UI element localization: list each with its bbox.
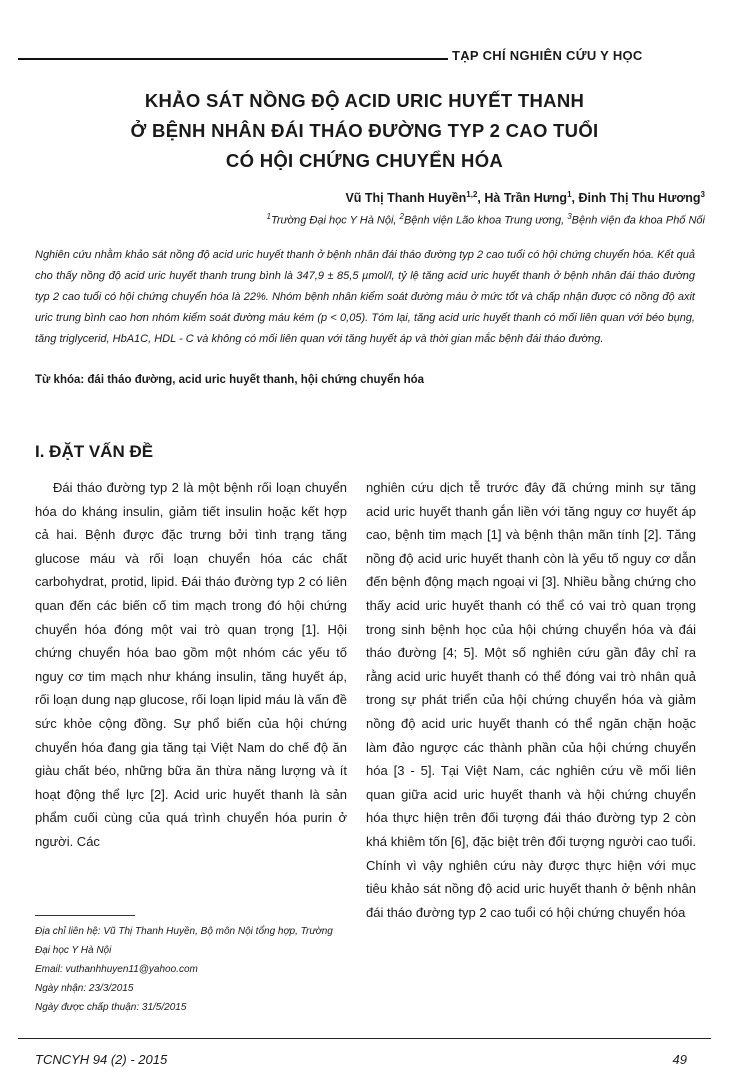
footnote-email: Email: vuthanhhuyen11@yahoo.com [35, 964, 198, 975]
header-rule [18, 58, 448, 60]
footnote-received: Ngày nhận: 23/3/2015 [35, 983, 134, 994]
title-line-2: Ở BỆNH NHÂN ĐÁI THÁO ĐƯỜNG TYP 2 CAO TUỔI [130, 120, 599, 141]
affil-mark: 3 [567, 212, 572, 221]
journal-name: TẠP CHÍ NGHIÊN CỨU Y HỌC [452, 48, 643, 63]
footer-rule [18, 1038, 711, 1039]
affiliations [267, 212, 706, 227]
affiliation: Bệnh viện Lão khoa Trung ương, [403, 214, 568, 227]
article-title [0, 86, 729, 176]
footnote-rule [35, 915, 135, 916]
affiliation: Trường Đại học Y Hà Nội, [270, 214, 400, 227]
footnote-accepted: Ngày được chấp thuận: 31/5/2015 [35, 1002, 187, 1013]
affil-mark: 1 [266, 212, 271, 221]
section-heading: I. ĐẶT VẤN ĐỀ [35, 442, 154, 461]
author-affil-mark: 1,2 [466, 190, 478, 199]
footer-citation: TCNCYH 94 (2) - 2015 [35, 1052, 168, 1067]
author-name: Hà Trần Hưng [484, 191, 568, 206]
title-line-3: CÓ HỘI CHỨNG CHUYỂN HÓA [225, 150, 504, 171]
author-affil-mark: 1 [567, 190, 572, 199]
footnote-contact: Địa chỉ liên hệ: Vũ Thị Thanh Huyền, Bộ môn Nội tổng hợp, Trường Đại học Y Hà Nội [35, 926, 333, 956]
body-column-left: Đái tháo đường typ 2 là một bệnh rối loạn chuyển hóa do kháng insulin, giảm tiết insulin hoặc kết hợp cả hai. Bệnh được đặc trưng bởi tình trạng tăng glucose máu và rối loạn chuyển hóa các chất carbohydrat, protid, lipid. Đái tháo đường typ 2 có liên quan đến các biến cố tim mạch trong đó hội chứng chuyển hóa đóng một vai trò quan trọng [1]. Hội chứng chuyển hóa bao gồm một nhóm các yếu tố nguy cơ tim mạch như kháng insulin, tăng huyết áp, rối loạn dung nạp glucose, rối loạn lipid máu là vấn đề sức khỏe cộng đồng. Sự phổ biến của hội chứng chuyển hóa đang gia tăng tại Việt Nam do chế độ ăn giàu chất béo, những bữa ăn thừa năng lượng và ít hoạt động thể lực [2]. Acid uric huyết thanh là sản phẩm cuối cùng của quá trình chuyển hóa purin ở người. Các [35, 480, 347, 849]
abstract: Nghiên cứu nhằm khảo sát nồng độ acid uric huyết thanh ở bệnh nhân đái tháo đường typ 2 cao tuổi có hội chứng chuyển hóa. Kết quả cho thấy nồng độ acid uric huyết thanh trung bình là 347,9 ± 85,5 µmol/l, tỷ lệ tăng acid uric huyết thanh ở bệnh nhân đái tháo đường typ 2 cao tuổi có hội chứng chuyển hóa là 22%. Nhóm bệnh nhân kiểm soát đường máu ở mức tốt và chấp nhận được có nồng độ axit uric trung bình cao hơn nhóm kiểm soát đường máu kém (p < 0,05). Tóm lại, tăng acid uric huyết thanh có mối liên quan với béo bụng, tăng triglycerid, HbA1C, HDL - C và không có mối liên quan với tăng huyết áp và thời gian mắc bệnh đái tháo đường. [35, 249, 695, 345]
keywords: Từ khóa: đái tháo đường, acid uric huyết thanh, hội chứng chuyển hóa [35, 374, 425, 386]
author-name: Vũ Thị Thanh Huyền [345, 191, 467, 206]
page-number: 49 [672, 1052, 687, 1067]
body-column-right: nghiên cứu dịch tễ trước đây đã chứng minh sự tăng acid uric huyết thanh gắn liền với tăng nguy cơ huyết áp cao, bệnh tim mạch [1] và bệnh thận mãn tính [2]. Tăng nồng độ acid uric huyết thanh còn là yếu tố nguy cơ dẫn đến bệnh động mạch ngoại vi [3]. Nhiều bằng chứng cho thấy acid uric huyết thanh có thể có vai trò quan trọng trong sinh bệnh học của hội chứng chuyển hóa và đái tháo đường [4; 5]. Một số nghiên cứu gần đây chỉ ra rằng acid uric huyết thanh có thể đóng vai trò nhân quả trong sự phát triển của hội chứng chuyển hóa và giảm nồng độ acid uric huyết thanh có thể ngăn chặn hoặc làm đảo ngược các thành phần của hội chứng chuyển hóa [3 - 5]. Tại Việt Nam, các nghiên cứu về mối liên quan giữa acid uric huyết thanh và hội chứng chuyển hóa thực hiện trên đối tượng đái tháo đường typ 2 còn khá khiêm tốn [6], đặc biệt trên đối tượng người cao tuổi. Chính vì vậy nghiên cứu này được thực hiện với mục tiêu khảo sát nồng độ acid uric huyết thanh ở bệnh nhân đái tháo đường typ 2 cao tuổi có hội chứng chuyển hóa [366, 480, 696, 920]
author-name: Đinh Thị Thu Hương [578, 191, 701, 206]
footnote [35, 922, 347, 1017]
author-list: Vũ Thị Thanh Huyền$^{1,2}$, Hà Trần Hưng$^1$, Đinh Thị Thu Hương$^3$ [345, 190, 705, 206]
author-affil-mark: 3 [700, 190, 705, 199]
affil-mark: 2 [399, 212, 404, 221]
affiliation: Bệnh viện đa khoa Phố Nối [571, 214, 705, 227]
title-line-1: KHẢO SÁT NỒNG ĐỘ ACID URIC HUYẾT THANH [144, 90, 585, 111]
